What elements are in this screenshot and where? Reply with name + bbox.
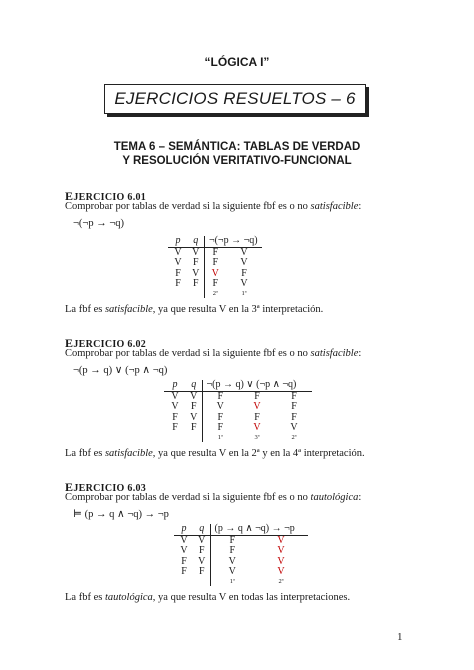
exercise-title: EJERCICIO 6.03 (65, 480, 147, 494)
exercise-conclusion: La fbf es satisfacible, ya que resulta V en la 3ª interpretación. (65, 304, 324, 315)
table-row: V F V V F (171, 401, 297, 412)
evaluation-order-row: 2ª 1ª (168, 290, 262, 298)
exercise-formula: ¬(p → q) ∨ (¬p ∧ ¬q) (73, 365, 168, 376)
exercise-title: EJERCICIO 6.01 (65, 189, 147, 203)
theme-title-line1: TEMA 6 – SEMÁNTICA: TABLAS DE VERDAD (113, 141, 361, 153)
table-row: V F F V (174, 257, 248, 268)
table-row: V V F V (180, 534, 285, 546)
course-title: “LÓGICA I” (204, 55, 270, 69)
page-number: 1 (397, 631, 403, 643)
evaluation-order-row: 1ª 2ª (174, 578, 308, 586)
theme-title-line2: Y RESOLUCIÓN VERITATIVO-FUNCIONAL (122, 155, 352, 167)
banner-title: EJERCICIOS RESUELTOS – 6 (114, 89, 356, 108)
table-header-row: p q ¬(¬p → ¬q) (168, 236, 262, 247)
table-row: F F F V (175, 278, 248, 289)
table-row: V V F V (174, 246, 248, 258)
exercise-statement: Comprobar por tablas de verdad si la siguiente fbf es o no satisfacible: (65, 201, 362, 212)
exercise-title: EJERCICIO 6.02 (65, 336, 147, 350)
truth-table (168, 236, 262, 298)
exercise-statement: Comprobar por tablas de verdad si la siguiente fbf es o no tautológica: (65, 492, 362, 503)
truth-table (174, 524, 308, 586)
table-row: F V F F F (172, 411, 297, 423)
exercise-conclusion: La fbf es tautológica, ya que resulta V en todas las interpretaciones. (65, 592, 351, 603)
evaluation-order-row: 1ª 3ª 2ª (164, 434, 312, 442)
exercise-formula: ⊨ (p → q ∧ ¬q) → ¬p (73, 509, 169, 520)
table-header-row: p q ¬(p → q) ∨ (¬p ∧ ¬q) (164, 380, 312, 391)
exercise-conclusion: La fbf es satisfacible, ya que resulta V en la 2ª y en la 4ª interpretación. (65, 448, 365, 459)
table-row: V V F F F (171, 390, 297, 402)
table-row: F V V F (175, 267, 247, 279)
table-row: V F F V (180, 545, 285, 556)
exercise-formula: ¬(¬p → ¬q) (73, 218, 125, 229)
document-banner (104, 84, 366, 114)
table-row: F F V V (181, 566, 285, 577)
table-row: F V V V (181, 555, 285, 567)
table-row: F F F V V (172, 422, 298, 433)
exercise-statement: Comprobar por tablas de verdad si la siguiente fbf es o no satisfacible: (65, 348, 362, 359)
truth-table (164, 380, 312, 442)
table-header-row: p q (p → q ∧ ¬q) → ¬p (174, 524, 308, 535)
